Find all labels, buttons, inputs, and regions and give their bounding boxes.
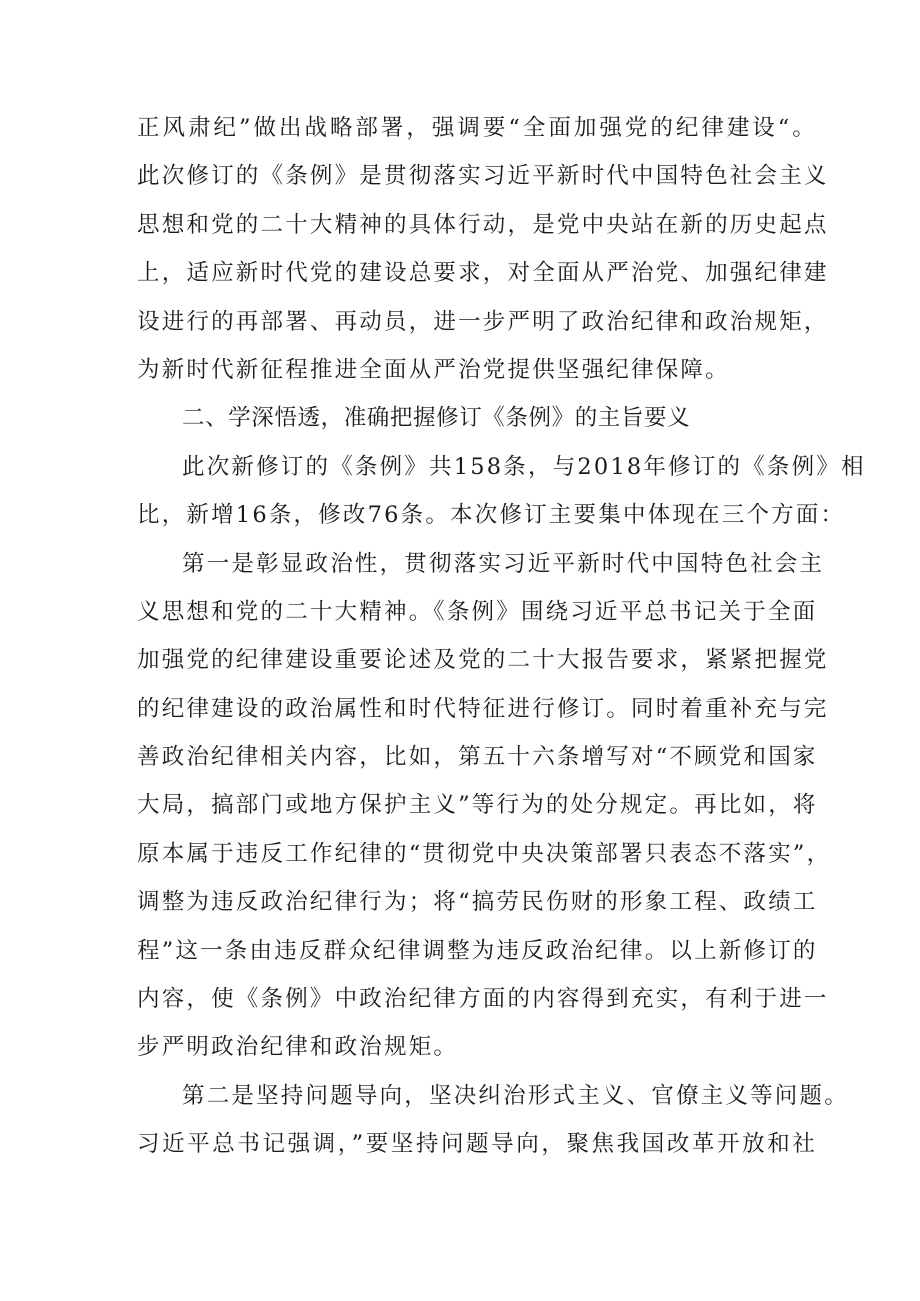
paragraph-line: 习近平总书记强调，”要坚持问题导向，聚焦我国改革开放和社 [137,1131,817,1158]
paragraph-line: 加强党的纪律建设重要论述及党的二十大报告要求，紧紧把握党 [137,647,829,674]
paragraph-line: 善政治纪律相关内容，比如，第五十六条增写对“不顾党和国家 [137,744,818,771]
paragraph-line: 程”这一条由违反群众纪律调整为违反政治纪律。以上新修订的 [137,937,818,964]
paragraph-line: 比，新增16条，修改76条。本次修订主要集中体现在三个方面： [137,502,846,529]
paragraph-line: 内容，使《条例》中政治纪律方面的内容得到充实，有利于进一 [137,986,829,1013]
paragraph-line: 为新时代新征程推进全面从严治党提供坚强纪律保障。 [137,356,730,383]
paragraph-line: 调整为违反政治纪律行为；将“搞劳民伤财的形象工程、政绩工 [137,889,818,916]
paragraph-line: 第一是彰显政治性，贯彻落实习近平新时代中国特色社会主 [182,550,825,577]
paragraph-line: 思想和党的二十大精神的具体行动，是党中央站在新的历史起点 [137,211,829,238]
paragraph-line: 义思想和党的二十大精神。《条例》围绕习近平总书记关于全面 [137,598,818,625]
paragraph-line: 此次新修订的《条例》共158条，与2018年修订的《条例》相 [182,453,866,480]
paragraph-line: 此次修订的《条例》是贯彻落实习近平新时代中国特色社会主义 [137,163,829,190]
paragraph-line: 正风肃纪”做出战略部署，强调要“全面加强党的纪律建设“。 [137,115,817,141]
document-body [137,104,866,1169]
paragraph-line: 原本属于违反工作纪律的“贯彻党中央决策部署只表态不落实”， [137,840,832,867]
paragraph-line: 设进行的再部署、再动员，进一步严明了政治纪律和政治规矩， [137,308,829,335]
paragraph-line: 第二是坚持问题导向，坚决纠治形式主义、官僚主义等问题。 [182,1082,849,1109]
paragraph-line: 的纪律建设的政治属性和时代特征进行修订。同时着重补充与完 [137,695,829,722]
paragraph-line: 上，适应新时代党的建设总要求，对全面从严治党、加强纪律建 [137,260,829,287]
section-heading: 二、学深悟透，准确把握修订《条例》的主旨要义 [182,405,691,432]
paragraph-line: 大局，搞部门或地方保护主义”等行为的处分规定。再比如，将 [137,792,818,819]
paragraph-line: 步严明政治纪律和政治规矩。 [137,1034,459,1061]
